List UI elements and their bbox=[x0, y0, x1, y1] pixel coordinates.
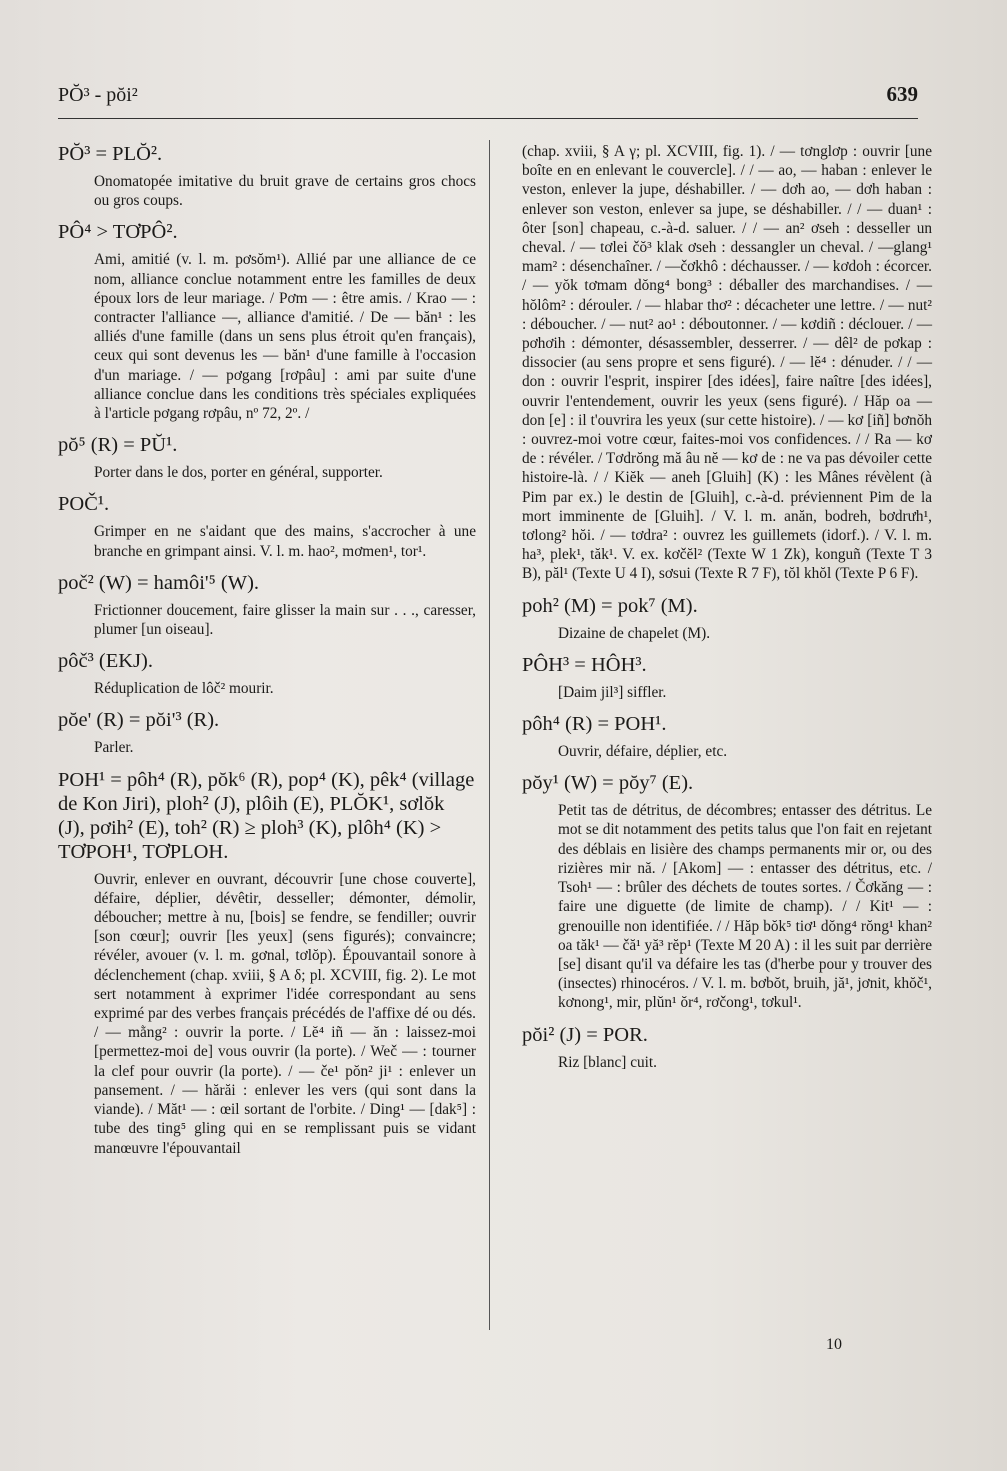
definition: Ouvrir, défaire, déplier, etc. bbox=[558, 743, 728, 761]
entry bbox=[58, 768, 476, 1158]
column-divider bbox=[489, 140, 490, 1330]
right-column bbox=[522, 142, 932, 1082]
entry-continuation bbox=[522, 142, 932, 584]
definition-continued: (chap. xviii, § A γ; pl. XCVIII, fig. 1). / — tơnglơp : ouvrir [une boîte en en enlevant le couvercle]. / / — ao, — haban : enlever le veston, enlever la jupe, déshabiller. / — dơh ao, — dơh haban : enlever son veston, enlever sa jupe, se déshabiller. / / — duan¹ : ôter [son] chapeau, c.-à-d. saluer. / / — an² ơseh : desseller un cheval. / — tơlei čŏ³ klak ơseh : dessangler un cheval. / —glang¹ mam² : désenchaîner. / —čơkhô : déchausser. / — kơdoh : écorcer. / — yŏk tơmam dŏng⁴ bong³ : déballer des marchandises. / — hŏlôm² : dérouler. / — hlabar thơ² : décacheter une lettre. / — nut² : déboucher. / — nut² ao¹ : déboutonner. / — kơdiñ : déclouer. / — pơhơih : démonter, désassembler, desserrer. / — dêl² de pơkap : dissocier (au sens propre et sens figuré). / — lĕ⁴ : dénuder. / / — don : ouvrir l'esprit, inspirer [des idées], faire naître [des idées], ouvrir l'entendement, ouvrir les yeux (sens figuré). / Hăp oa — don [e] : il t'ouvrira les yeux (sur cette histoire). / — kơ [iñ] bơnŏh : ouvrez-moi votre cœur, faites-moi vos confidences. / / Ra — kơ de : révéler. / Tơdrŏng mă âu nĕ — kơ de : ne va pas dévoiler cette histoire-là. / / Kiĕk — aneh [Gluih] (K) : les Mânes révèlent (à Pim par ex.) le destin de [Gluih], c.-à-d. préviennent Pim de la mort imminente de [Gluih]. / V. l. m. anăn, bodreh, bơdrưh¹, tơlong² hŏi. / — tơdra² : ouvrez les guillemets (idorf.). / V. l. m. ha³, plek¹, tăk¹. V. ex. kơčĕl² (Texte W 1 Zk), konguñ (Texte T 3 B), păl¹ (Texte U 4 I), sơsui (Texte R 7 F), tŏl khŏl (Texte P 6 F). bbox=[522, 143, 932, 583]
entry bbox=[522, 712, 932, 761]
entry bbox=[58, 220, 476, 423]
headword: PÔH³ = HÔH³. bbox=[522, 653, 647, 676]
entry bbox=[58, 571, 476, 639]
entry bbox=[58, 649, 476, 698]
headword: pôh⁴ (R) = POH¹. bbox=[522, 713, 667, 736]
entry bbox=[58, 708, 476, 757]
headword: pŏe' (R) = pŏi'³ (R). bbox=[58, 709, 220, 732]
header-rule bbox=[58, 118, 918, 119]
definition: Dizaine de chapelet (M). bbox=[558, 624, 711, 642]
left-column bbox=[58, 142, 476, 1168]
headword: POČ¹. bbox=[58, 493, 110, 516]
headword: poh² (M) = pok⁷ (M). bbox=[522, 594, 698, 617]
headword: poč² (W) = hamôi'⁵ (W). bbox=[58, 571, 260, 594]
definition: Frictionner doucement, faire glisser la main sur . . ., caresser, plumer [un oiseau]. bbox=[94, 601, 476, 639]
entry bbox=[522, 1023, 932, 1072]
entry bbox=[58, 142, 476, 210]
signature-number: 10 bbox=[826, 1336, 842, 1353]
headword: pŏ⁵ (R) = PŬ¹. bbox=[58, 434, 178, 457]
definition: Grimper en ne s'aidant que des mains, s'accrocher à une branche en grimpant ainsi. V. l. m. hao², mơmen¹, tor¹. bbox=[94, 523, 476, 560]
entry bbox=[58, 433, 476, 482]
entry bbox=[522, 771, 932, 1012]
definition: [Daim jil³] siffler. bbox=[558, 683, 667, 701]
definition: Petit tas de détritus, de décombres; entasser des détritus. Le mot se dit notamment des petits talus que l'on fait en rejetant des déblais en lisière des champs permanents mir or, ou des rizières mir nă. / [Akom] — : entasser des détritus, etc. / Tsoh¹ — : brûler des déchets de toutes sortes. / Čơkăng — : faire une diguette (de limite de champ). / / Kit¹ — : grenouille non identifiée. / / Hăp bŏk⁵ tiơ¹ dŏng⁴ rŏng¹ khan² oa tăk¹ — čă¹ yă³ rĕp¹ (Texte M 20 A) : il les suit par derrière [se] disant qu'il va défaire les tas (d'herbe pour y trouver des (insectes) rhinocéros. / V. l. m. bơbŏt, bruih, jă¹, jơnit, khŏč¹, kơnong¹, mir, plŭn¹ ŏr⁴, rơčong¹, tơkul¹. bbox=[558, 802, 932, 1012]
headword: pôč³ (EKJ). bbox=[58, 650, 153, 673]
definition: Réduplication de lôč² mourir. bbox=[94, 680, 274, 698]
entry bbox=[522, 594, 932, 643]
entry bbox=[522, 653, 932, 702]
definition: Ami, amitié (v. l. m. pơsŏm¹). Allié par une alliance de ce nom, alliance conclue notamment entre les familles de deux époux lors de leur mariage. / Pơm — : être amis. / Krao — : contracter l'alliance —, alliance d'amitié. / De — băn¹ : les alliés d'une famille (dans un sens plus étroit qu'en français), ceux qui sont devenus les — băn¹ d'une famille à l'occasion d'un mariage. / — pơgang [rơpâu] : ami par suite d'une alliance conclue dans les conditions très spéciales expliquées à l'article pơgang rơpâu, nº 72, 2º. / bbox=[94, 251, 476, 423]
definition: Parler. bbox=[94, 739, 134, 757]
headword: PÔ⁴ > TƠPÔ². bbox=[58, 221, 178, 244]
headword: POH¹ = pôh⁴ (R), pŏk⁶ (R), pop⁴ (K), pêk⁴ (village de Kon Jiri), ploh² (J), plôih (E), PLŎK¹, sơlŏk (J), pơih² (E), toh² (R) ≥ ploh³ (K), plôh⁴ (K) > TƠPOH¹, TƠPLOH. bbox=[58, 768, 475, 863]
running-header bbox=[58, 84, 918, 112]
header-guide-words: PŎ³ - pŏi² bbox=[58, 84, 138, 106]
entry bbox=[58, 492, 476, 560]
headword: PŎ³ = PLŎ². bbox=[58, 143, 163, 165]
page-number: 639 bbox=[886, 82, 918, 106]
definition: Porter dans le dos, porter en général, supporter. bbox=[94, 464, 383, 482]
definition: Riz [blanc] cuit. bbox=[558, 1053, 657, 1071]
definition: Onomatopée imitative du bruit grave de certains gros chocs ou gros coups. bbox=[94, 173, 476, 210]
headword: pŏy¹ (W) = pŏy⁷ (E). bbox=[522, 772, 694, 795]
headword: pŏi² (J) = POR. bbox=[522, 1023, 648, 1046]
definition: Ouvrir, enlever en ouvrant, découvrir [une chose couverte], défaire, déplier, dévêtir, desseller; démonter, démolir, déboucher; mettre à nu, [bois] se fendre, se fendiller; ouvrir [son cœur]; ouvrir [les yeux] (sens figurés); convaincre; révéler, avouer (v. l. m. gơnal, tơlŏp). Épouvantail sonore à déclenchement (chap. xviii, § A δ; pl. XCVIII, fig. 2). Le mot sert notamment à exprimer l'idée correspondant au sens exprimé par des verbes français précédés de l'affixe dé ou dés. / — mằng² : ouvrir la porte. / Lĕ⁴ iñ — ăn : laissez-moi [permettez-moi de] vous ouvrir (la porte). / Weč — : tourner la clef pour ouvrir (la porte). / — če¹ pŏn² ji¹ : enlever un pansement. / — hărăi : enlever les vers (qui sont dans la viande). / Măt¹ — : œil sortant de l'orbite. / Ding¹ — [dak⁵] : tube des ting⁵ gling qui en se remplissant puis se vidant manœuvre l'épouvantail bbox=[94, 870, 476, 1157]
